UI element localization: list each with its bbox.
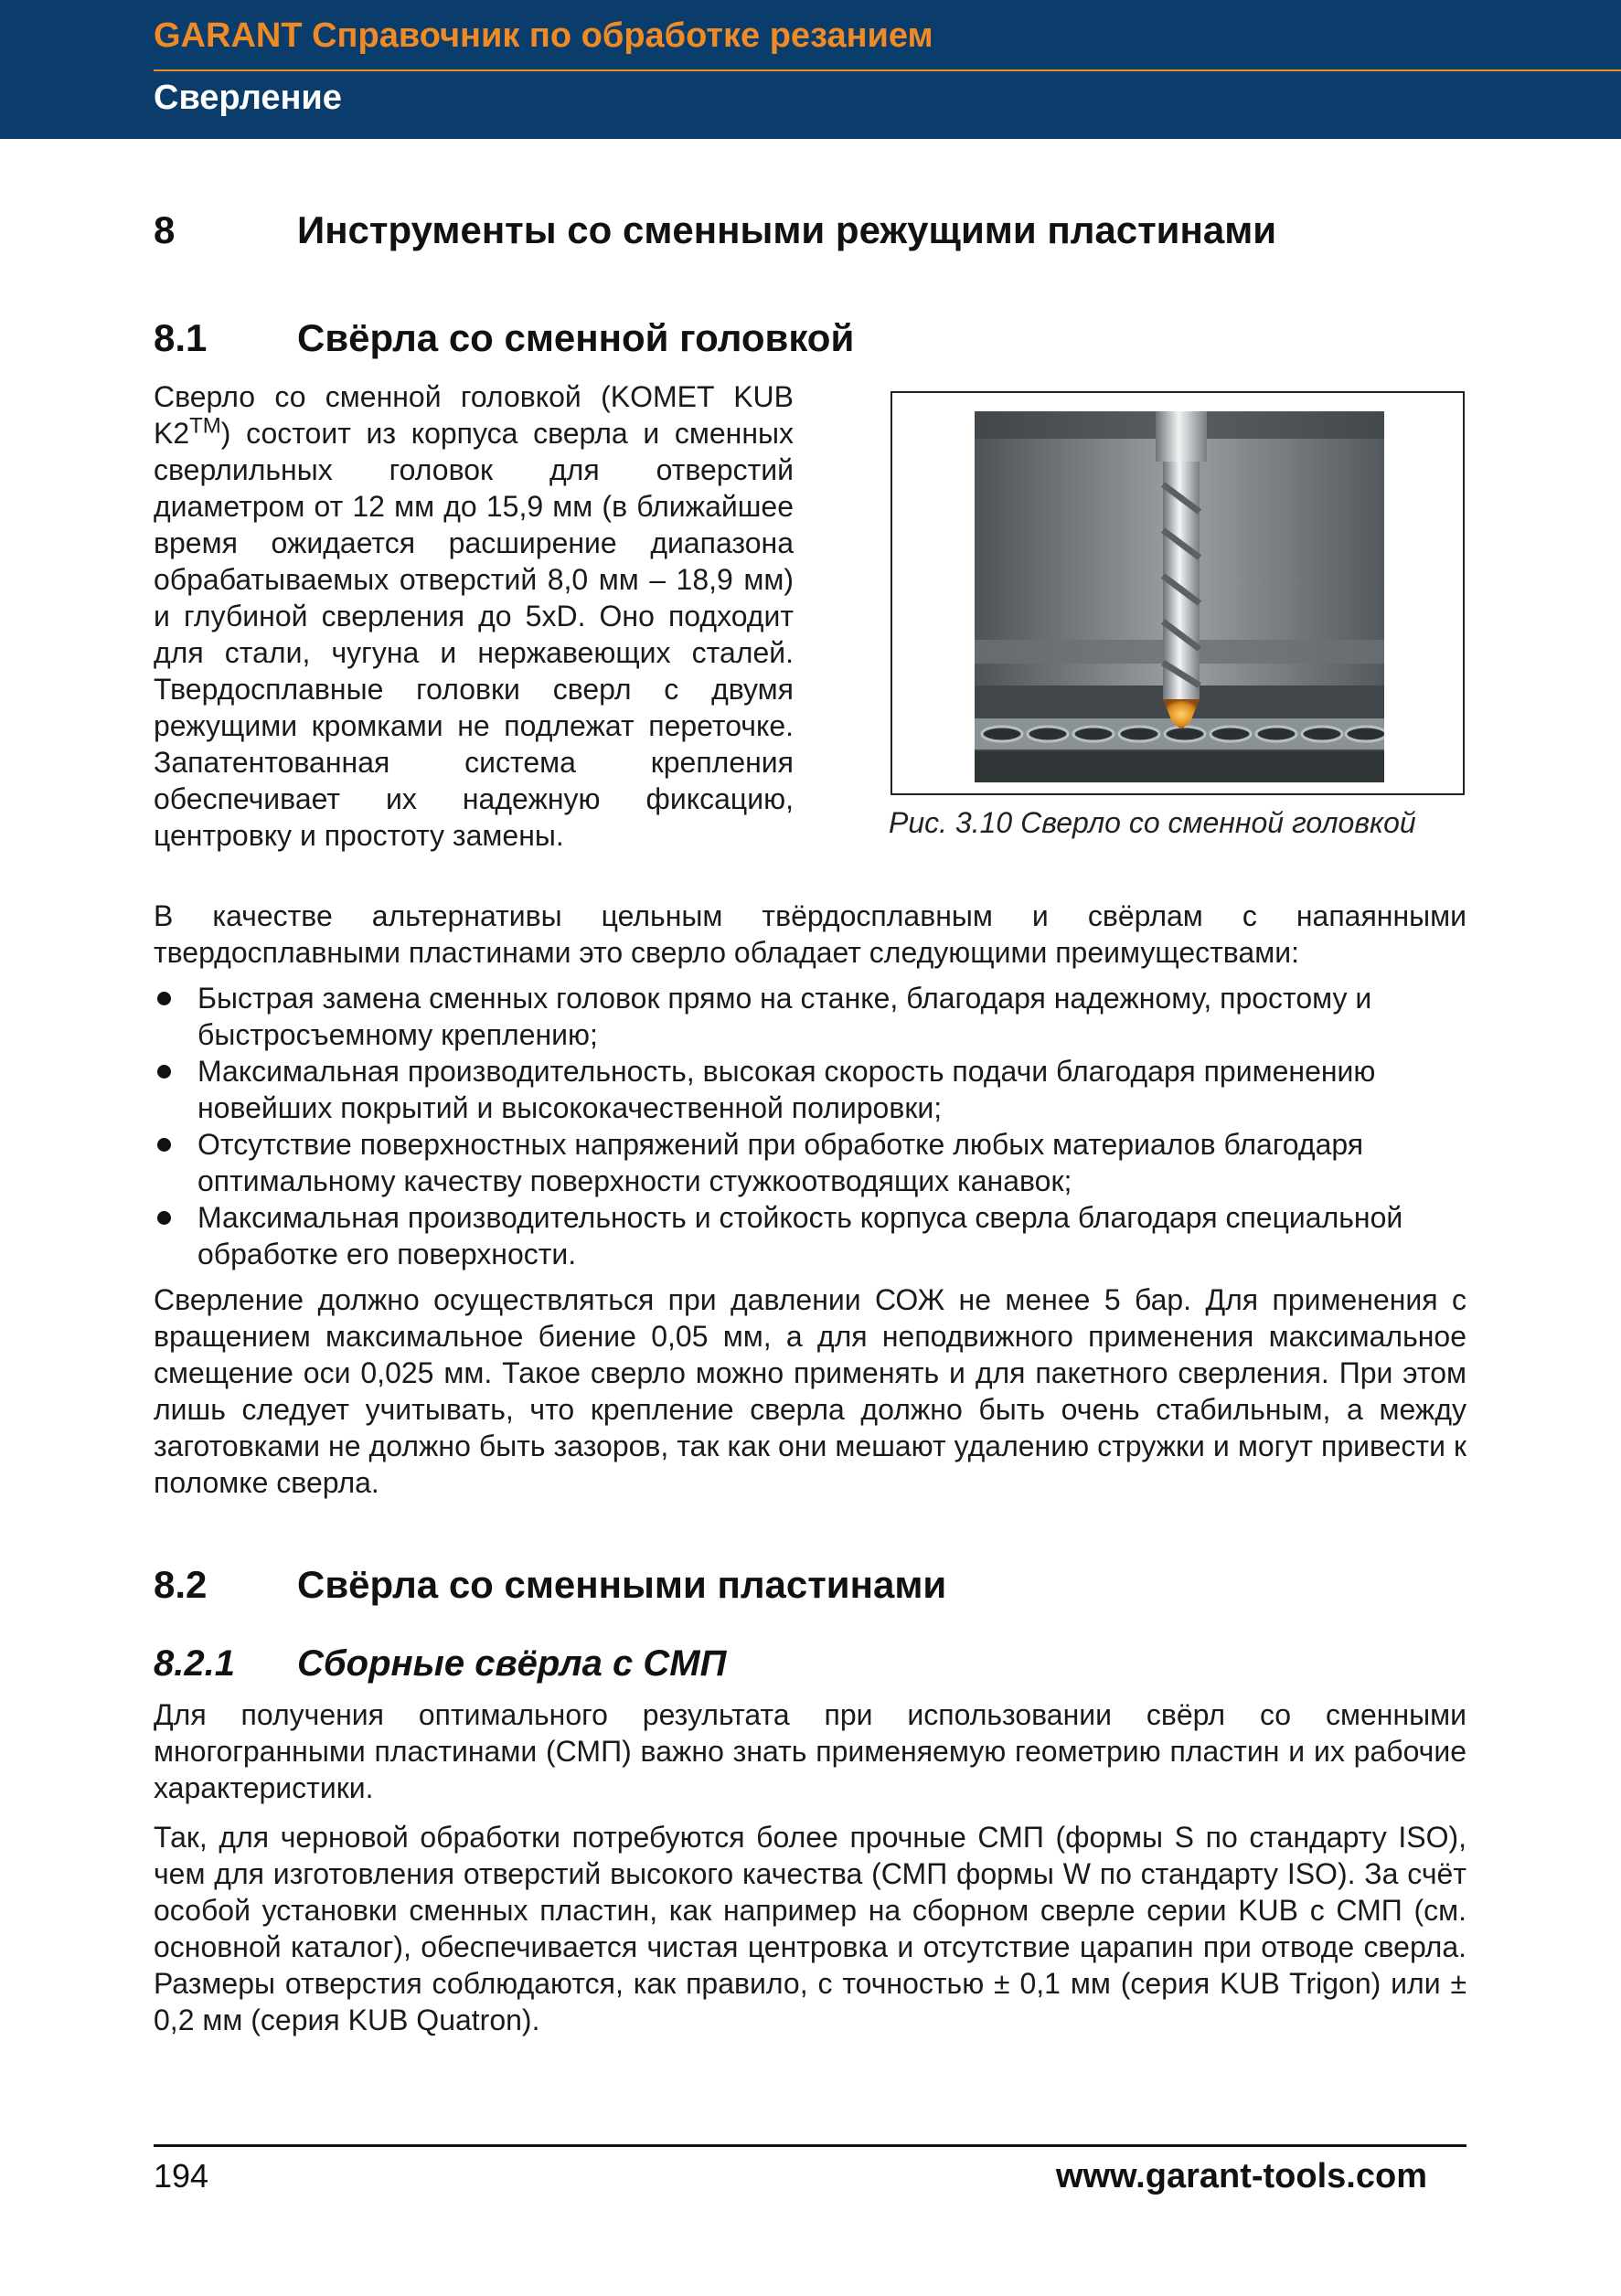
- subsection-title: Сборные свёрла с СМП: [297, 1643, 727, 1684]
- section-number: 8.1: [154, 316, 208, 359]
- smp-paragraph-2: Так, для черновой обработки потребуются более прочные СМП (формы S по стандарту ISO), чем для изготовления отверстий высокого качества (СМП формы W по стандарту ISO). За счёт особой установки сменных пластин, как например на сборном сверле серии KUB с СМП (см. основной каталог), обеспечивается чистая центровка и отсутствие царапин при отводе сверла. Размеры отверстия соблюдаются, как правило, с точностью ± 0,1 мм (серия KUB Trigon) или ± 0,2 мм (серия KUB Quatron).: [154, 1821, 1466, 2036]
- header-divider: [154, 69, 1621, 71]
- list-item-text: Быстрая замена сменных головок прямо на станке, благодаря надежному, простому и быстросъемному креплению;: [197, 982, 1372, 1051]
- list-item: [154, 980, 1466, 1053]
- list-item-text: Максимальная производительность и стойкость корпуса сверла благодаря специальной обработке его поверхности.: [197, 1201, 1403, 1270]
- intro-text-part1: Сверло со сменной головкой (KOMET KUB K2: [154, 380, 794, 450]
- chapter-number: 8: [154, 208, 176, 251]
- section-title: Сверление: [154, 79, 342, 117]
- chapter-title: Инструменты со сменными режущими пластинами: [297, 208, 1277, 251]
- advantages-list: [154, 980, 1466, 1272]
- section-8-2-heading: [154, 1563, 946, 1607]
- trademark-sup: TM: [189, 413, 221, 439]
- drill-photo: [975, 411, 1384, 782]
- section-number: 8.2: [154, 1563, 208, 1606]
- figure-caption: Рис. 3.10 Сверло со сменной головкой: [889, 806, 1416, 839]
- page-number: 194: [154, 2157, 209, 2195]
- page-header: [0, 0, 1621, 139]
- section-8-1-heading: [154, 316, 854, 360]
- handbook-title: GARANT Справочник по обработке резанием: [154, 16, 933, 55]
- bullet-dot: [157, 1211, 171, 1225]
- smp-paragraph-1: Для получения оптимального результата при использовании свёрл со сменными многогранными пластинами (СМП) важно знать применяемую геометрию пластин и их рабочие характеристики.: [154, 1698, 1466, 1804]
- list-item: [154, 1126, 1466, 1199]
- footer-divider: [154, 2144, 1466, 2147]
- list-item: [154, 1053, 1466, 1126]
- section-title: Свёрла со сменной головкой: [297, 316, 855, 359]
- figure-frame: [890, 391, 1465, 795]
- list-item-text: Отсутствие поверхностных напряжений при обработке любых материалов благодаря оптимальному качеству поверхности стужкоотводящих канавок;: [197, 1128, 1364, 1197]
- coolant-paragraph: Сверление должно осуществляться при давлении СОЖ не менее 5 бар. Для применения с вращением максимальное биение 0,05 мм, а для неподвижного применения максимальное смещение оси 0,025 мм. Такое сверло можно применять и для пакетного сверления. При этом лишь следует учитывать, что крепление сверла должно быть очень стабильным, а между заготовками не должно быть зазоров, так как они мешают удалению стружки и могут привести к поломке сверла.: [154, 1283, 1466, 1499]
- section-8-2-1-heading: [154, 1643, 726, 1685]
- intro-text-part2: ) состоит из корпуса сверла и сменных сверлильных головок для отверстий диаметром от 12 мм до 15,9 мм (в ближайшее время ожидается расширение диапазона обрабатываемых отверстий 8,0 мм – 18,9 мм) и глубиной сверления до 5xD. Оно подходит для стали, чугуна и нержавеющих сталей. Твердосплавные головки сверл с двумя режущими кромками не подлежат переточке. Запатентованная система крепления обеспечивает их надежную фиксацию, центровку и простоту замены.: [154, 417, 794, 852]
- bullet-dot: [157, 1065, 171, 1079]
- intro-paragraph: [154, 378, 794, 854]
- section-title: Свёрла со сменными пластинами: [297, 1563, 947, 1606]
- bullet-dot: [157, 992, 171, 1005]
- alternatives-paragraph: В качестве альтернативы цельным твёрдосплавным и свёрлам с напаянными твердосплавными пластинами это сверло обладает следующими преимуществами:: [154, 899, 1466, 969]
- list-item-text: Максимальная производительность, высокая скорость подачи благодаря применению новейших покрытий и высококачественной полировки;: [197, 1055, 1376, 1124]
- website-link[interactable]: www.garant-tools.com: [1055, 2157, 1427, 2195]
- bullet-dot: [157, 1138, 171, 1152]
- subsection-number: 8.2.1: [154, 1643, 235, 1684]
- list-item: [154, 1199, 1466, 1272]
- chapter-heading: [154, 208, 1276, 252]
